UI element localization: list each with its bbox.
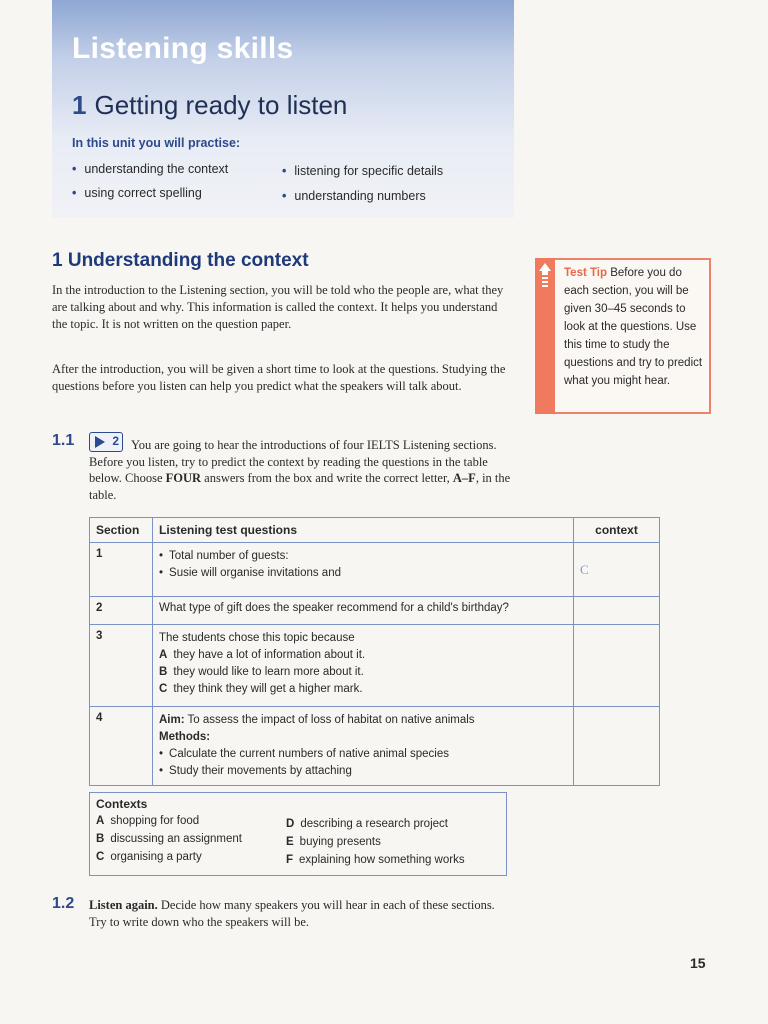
context-option: B discussing an assignment [96,833,242,845]
exercise-number: 1.2 [52,895,75,912]
section-cell: 2 [90,597,153,625]
chapter-title: Listening skills [72,32,294,65]
context-answer-cell[interactable] [574,597,660,625]
objective-item: • understanding numbers [282,189,426,203]
tip-body: Before you do each section, you will be given 30–45 seconds to look at the questions. Use this time to study the questions and try to predict what you might hear. [564,267,703,387]
unit-title [72,90,347,121]
table-row [90,625,660,707]
track-number: 2 [112,434,119,448]
questions-table [89,517,660,786]
unit-number: 1 [72,90,87,120]
context-option: C organising a party [96,851,202,863]
option-item: A they have a lot of information about it. [159,649,366,661]
section-heading: 1 Understanding the context [52,250,309,271]
list-item: • Total number of guests: [159,550,289,562]
arrow-up-icon [538,262,552,292]
context-answer-cell[interactable] [574,625,660,707]
tip-text [564,264,708,390]
table-row [90,543,660,597]
questions-cell: The students chose this topic because A they have a lot of information about it. B they would like to learn more about it. C they think they will get a higher mark. [153,625,574,707]
context-option: E buying presents [286,836,381,848]
exercise-instructions: You are going to hear the introductions of four IELTS Listening sections. Before you listen, try to predict the context by reading the questions in the table below. Choose FOUR answers from the box and write the correct letter, A–F, in the table. [89,438,511,502]
column-header: context [574,518,660,543]
section-cell: 4 [90,707,153,786]
context-option: A shopping for food [96,815,200,827]
questions-cell: Aim: To assess the impact of loss of habitat on native animals Methods: • Calculate the current numbers of native animal species • Study their movements by attaching [153,707,574,786]
objective-item: • using correct spelling [72,186,202,200]
list-item: • Susie will organise invitations and [159,567,341,579]
context-answer: C [580,561,589,577]
table-row [90,707,660,786]
unit-title-text: Getting ready to listen [94,90,348,120]
objective-item: • understanding the context [72,162,229,176]
test-tip-box [535,258,711,414]
column-header: Section [90,518,153,543]
practise-label: In this unit you will practise: [72,136,241,150]
intro-paragraph: After the introduction, you will be given a short time to look at the questions. Studying the questions before you listen can help you predict what the speakers will talk about. [52,362,506,393]
list-item: • Study their movements by attaching [159,765,352,777]
table-header-row [90,518,660,543]
contexts-box [89,792,507,876]
section-cell: 3 [90,625,153,707]
list-item: • Calculate the current numbers of native animal species [159,748,450,760]
contexts-title: Contexts [96,797,148,811]
page-number: 15 [690,955,706,971]
column-header: Listening test questions [153,518,574,543]
context-option: F explaining how something works [286,854,465,866]
objective-item: • listening for specific details [282,164,444,178]
questions-cell: What type of gift does the speaker recommend for a child's birthday? [153,597,574,625]
exercise-instructions: Listen again. Decide how many speakers you will hear in each of these sections. Try to write down who the speakers will be. [89,898,495,929]
section-cell: 1 [90,543,153,597]
intro-paragraph: In the introduction to the Listening section, you will be told who the people are, what they are talking about and why. This information is called the context. It helps you understand the topic. It is not written on the question paper. [52,283,504,331]
table-row [90,597,660,625]
questions-cell [153,543,574,597]
context-answer-cell[interactable] [574,543,660,597]
option-item: B they would like to learn more about it. [159,666,364,678]
option-item: C they think they will get a higher mark. [159,683,363,695]
context-answer-cell[interactable] [574,707,660,786]
context-option: D describing a research project [286,818,448,830]
tip-stripe [535,258,555,414]
exercise-number: 1.1 [52,432,75,449]
tip-label: Test Tip [564,267,608,279]
